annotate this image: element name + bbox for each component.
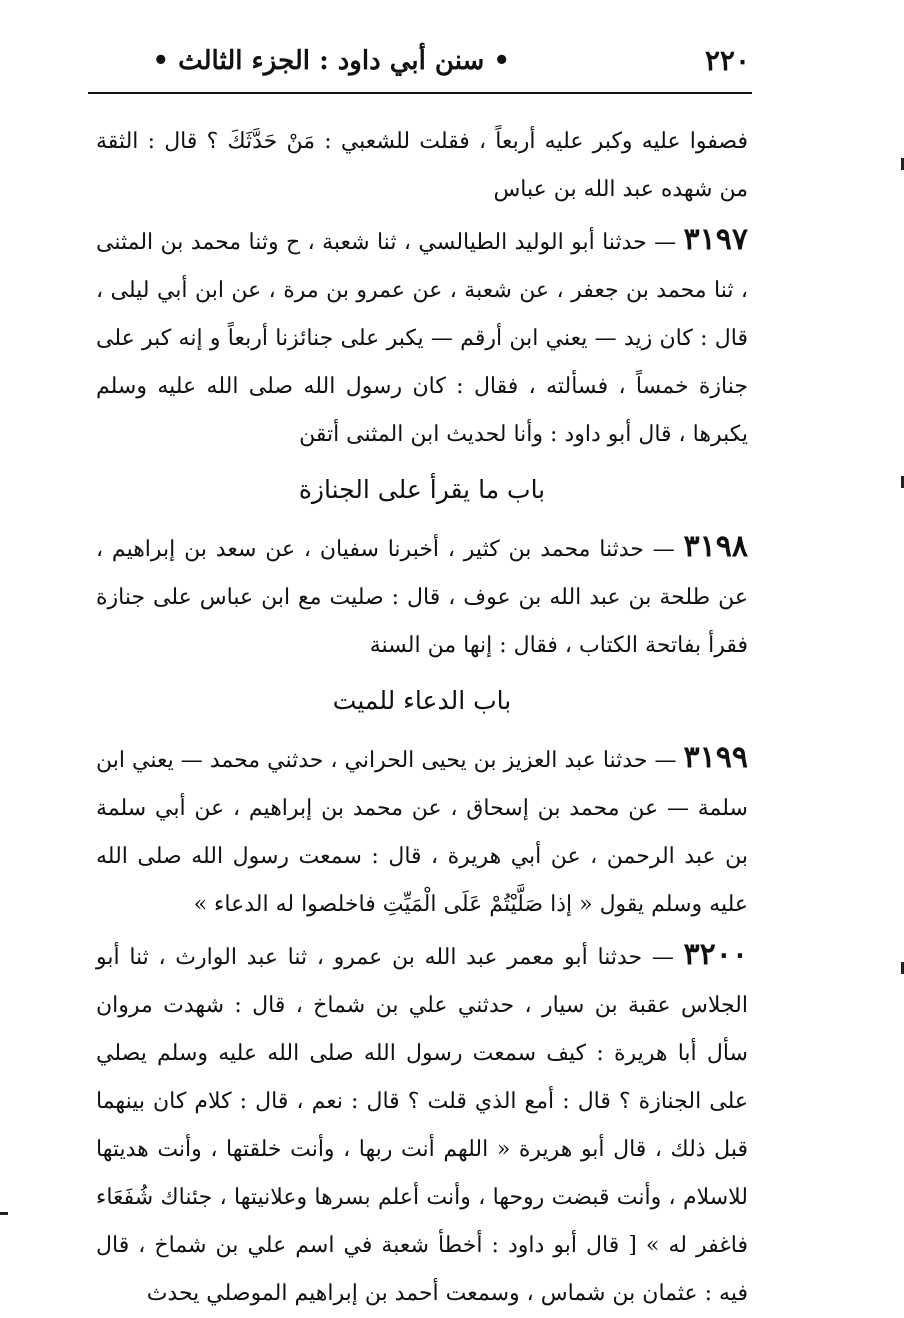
hadith-text: — حدثنا محمد بن كثير ، أخبرنا سفيان ، عن سعد بن إبراهيم ، عن طلحة بن عبد الله بن عوف ، قال : صليت مع ابن عباس على جنازة فقرأ بفاتحة الكتاب ، فقال : إنها من السنة (96, 537, 748, 658)
hadith-number: ٣١٩٨ (683, 529, 748, 564)
chapter-heading-dua: باب الدعاء للميت (332, 686, 512, 715)
page-header (90, 42, 750, 86)
hadith-text: — حدثنا أبو الوليد الطيالسي ، ثنا شعبة ، ح وثنا محمد بن المثنى ، ثنا محمد بن جعفر ، عن شعبة ، عن عمرو بن مرة ، عن ابن أبي ليلى ، قال : كان زيد — يعني ابن أرقم — يكبر على جنائزنا أربعاً و إنه كبر على جنازة خمساً ، فسألته ، فقال : كان رسول الله صلى الله عليه وسلم يكبرها ، قال أبو داود : وأنا لحديث ابن المثنى أتقن (96, 230, 748, 447)
scan-margin-mark (0, 1212, 8, 1215)
intro-paragraph: فصفوا عليه وكبر عليه أربعاً ، فقلت للشعبي : مَنْ حَدَّثَكَ ؟ قال : الثقة من شهده عبد الله بن عباس (96, 129, 748, 202)
page-body (96, 118, 748, 1318)
hadith-3197 (96, 216, 748, 459)
page-number: ٢٢٠ (704, 44, 750, 77)
hadith-text: — حدثنا عبد العزيز بن يحيى الحراني ، حدثني محمد — يعني ابن سلمة — عن محمد بن إسحاق ، عن محمد بن إبراهيم ، عن أبي سلمة بن عبد الرحمن ، عن أبي هريرة ، قال : سمعت رسول الله صلى الله عليه وسلم يقول « إذا صَلَّيْتُمْ عَلَى الْمَيِّتِ فاخلصوا له الدعاء » (96, 748, 748, 917)
running-title: • سنن أبي داود : الجزء الثالث • (152, 46, 510, 76)
header-divider (88, 92, 752, 94)
hadith-text: — حدثنا أبو معمر عبد الله بن عمرو ، ثنا عبد الوارث ، ثنا أبو الجلاس عقبة بن سيار ، حدثني علي بن شماخ ، قال : شهدت مروان سأل أبا هريرة : كيف سمعت رسول الله صلى الله عليه وسلم يصلي على الجنازة ؟ قال : أمع الذي قلت ؟ قال : نعم ، قال : كلام كان بينهما قبل ذلك ، قال أبو هريرة « اللهم أنت ربها ، وأنت خلقتها ، وأنت هديتها للاسلام ، وأنت قبضت روحها ، وأنت أعلم بسرها وعلانيتها ، جئناك شُفَعَاء فاغفر له » [ قال أبو داود : أخطأ شعبة في اسم علي بن شماخ ، قال فيه : عثمان بن شماس ، وسمعت أحمد بن إبراهيم الموصلي يحدث (96, 945, 748, 1306)
hadith-3198 (96, 523, 748, 670)
hadith-3199 (96, 734, 748, 929)
hadith-number: ٣١٩٧ (683, 222, 748, 257)
hadith-number: ٣١٩٩ (683, 740, 748, 775)
chapter-heading-reading: باب ما يقرأ على الجنازة (298, 475, 546, 504)
hadith-3200 (96, 931, 748, 1318)
hadith-number: ٣٢٠٠ (683, 937, 748, 972)
